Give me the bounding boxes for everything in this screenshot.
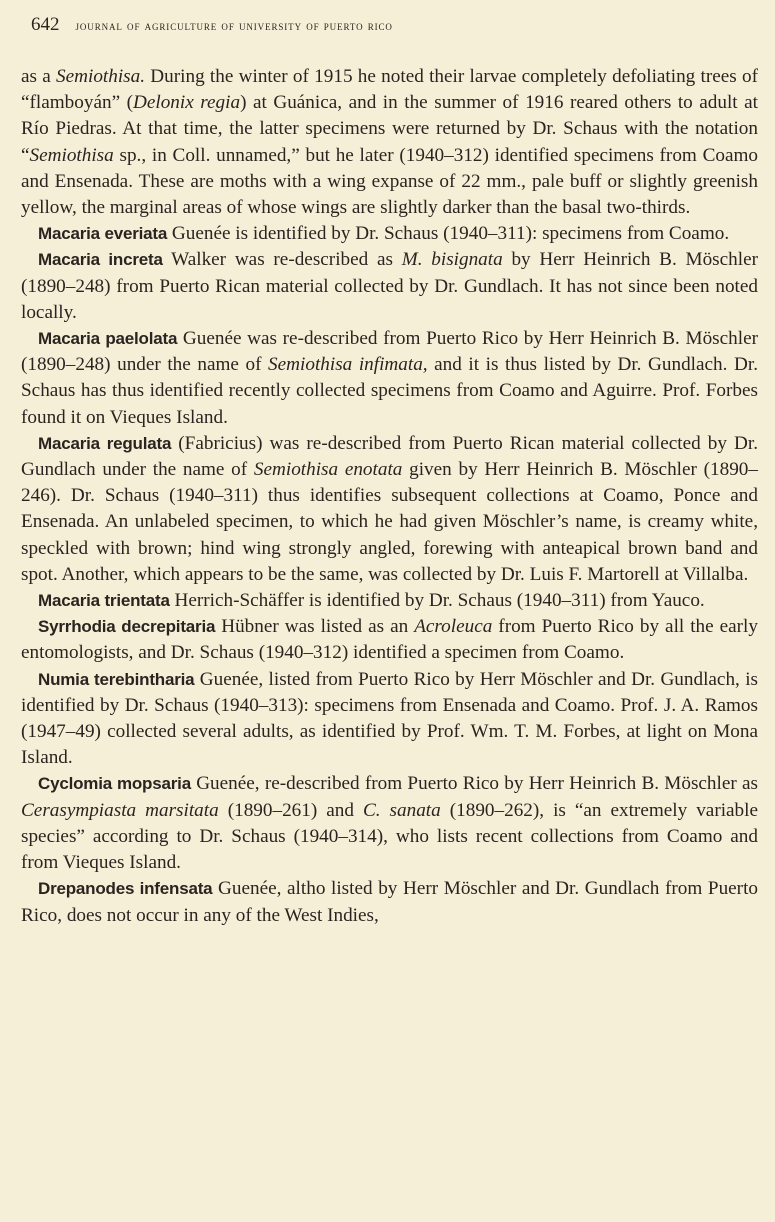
text-run: Guenée, listed from Puerto Rico by Herr Möschler and Dr. Gundlach, is identified by Dr. Schaus (1940–313): specimens from Ensenada and Coamo. Prof. J. A. Ramos (1947–49) collected several adults, as identified by Prof. Wm. T. M. Forbes, at light on Mona Island. — [21, 668, 758, 769]
text-run: by Herr Heinrich B. Möschler (1890–248) from Puerto Rican material collected by Dr. Gundlach. It has not since been noted locally. — [21, 249, 758, 323]
text-run: from Puerto Rico by all the early entomologists, and Dr. Schaus (1940–312) identified a specimen from Coamo. — [21, 616, 758, 664]
species-name: Macaria paelolata — [38, 329, 178, 349]
paragraph-macaria-regulata — [21, 431, 758, 588]
text-run: Hübner was listed as an — [215, 616, 415, 638]
paragraph-drepanodes-infensata — [21, 876, 758, 928]
italic-name: Cerasympiasta marsitata — [21, 799, 219, 821]
paragraph-numia-terebintharia — [21, 667, 758, 772]
text-run: and it is thus listed by Dr. Gundlach. Dr. Schaus has thus identified recently collected specimens from Coamo and Aguirre. Prof. Forbes found it on Vieques Island. — [21, 354, 758, 428]
italic-name: C. sanata — [362, 799, 441, 821]
italic-name: Semiothisa infimata, — [268, 354, 428, 376]
italic-name: Acroleuca — [414, 616, 493, 638]
species-name: Macaria increta — [38, 250, 163, 270]
species-name: Macaria regulata — [38, 433, 172, 453]
paragraph-macaria-paelolata — [21, 326, 758, 431]
paragraph-macaria-trientata — [21, 588, 758, 614]
text-run: (1890–262), is “an extremely variable species” according to Dr. Schaus (1940–314), who lists recent collections from Coamo and from Vieques Island. — [21, 799, 758, 874]
text-run: Guenée, re-described from Puerto Rico by Herr Heinrich B. Möschler as — [190, 773, 758, 795]
text-run: sp., in Coll. unnamed,” but he later (1940–312) identified specimens from Coamo and Ensenada. These are moths with a wing expanse of 22 mm., pale buff or slightly greenish yellow, the marginal areas of whose wings are slightly darker than the basal two-thirds. — [21, 144, 758, 219]
italic-name: Semiothisa — [29, 144, 114, 166]
italic-name: Semiothisa. — [56, 66, 146, 87]
text-run: Walker was re-described as — [162, 249, 402, 271]
species-name: Numia terebintharia — [38, 669, 195, 689]
running-header — [31, 14, 745, 40]
running-title: journal of agriculture of university of puerto rico — [75, 18, 393, 33]
italic-name: Delonix regia — [133, 92, 241, 114]
text-run: Guenée is identified by Dr. Schaus (1940–311): specimens from Coamo. — [167, 223, 730, 245]
page-number: 642 — [31, 14, 60, 35]
species-name: Syrrhodia decrepitaria — [38, 617, 216, 637]
paragraph-macaria-everiata — [21, 221, 758, 247]
italic-name: M. bisignata — [401, 249, 503, 271]
text-run: (Fabricius) was re-described from Puerto Rican material collected by Dr. Gundlach under the name of — [21, 432, 758, 481]
text-run: During the winter of 1915 he noted their larvae completely defoliating trees of “flamboyán” ( — [21, 66, 758, 114]
text-run: ) at Guánica, and in the summer of 1916 reared others to adult at Río Piedras. At that time, the latter specimens were returned by Dr. Schaus with the notation “ — [21, 92, 758, 166]
paragraph-syrrhodia-decrepitaria — [21, 614, 758, 666]
species-name: Macaria everiata — [38, 224, 168, 244]
text-run: (1890–261) and — [218, 799, 363, 821]
body-text — [21, 64, 758, 929]
text-run: as a — [21, 66, 57, 87]
text-run: Herrich-Schäffer is identified by Dr. Schaus (1940–311) from Yauco. — [169, 590, 705, 612]
species-name: Drepanodes infensata — [38, 879, 213, 899]
paragraph-cyclomia-mopsaria — [21, 771, 758, 876]
text-run: Guenée was re-described from Puerto Rico by Herr Heinrich B. Möschler (1890–248) under the name of — [21, 328, 758, 376]
species-name: Macaria trientata — [38, 591, 170, 611]
text-run: Guenée, altho listed by Herr Möschler and Dr. Gundlach from Puerto Rico, does not occur in any of the West Indies, — [21, 878, 758, 926]
species-name: Cyclomia mopsaria — [38, 774, 191, 794]
text-run: given by Herr Heinrich B. Möschler (1890–246). Dr. Schaus (1940–311) thus identifies subsequent collections at Coamo, Ponce and Ensenada. An unlabeled specimen, to which he had given Möschler’s name, is creamy white, speckled with brown; hind wing strongly angled, forewing with anteapical brown band and spot. Another, which appears to be the same, was collected by Dr. Luis F. Martorell at Villalba. — [21, 459, 758, 585]
italic-name: Semiothisa enotata — [253, 459, 403, 481]
paragraph-macaria-increta — [21, 247, 758, 326]
paragraph-semiothisa-continued — [21, 64, 758, 221]
